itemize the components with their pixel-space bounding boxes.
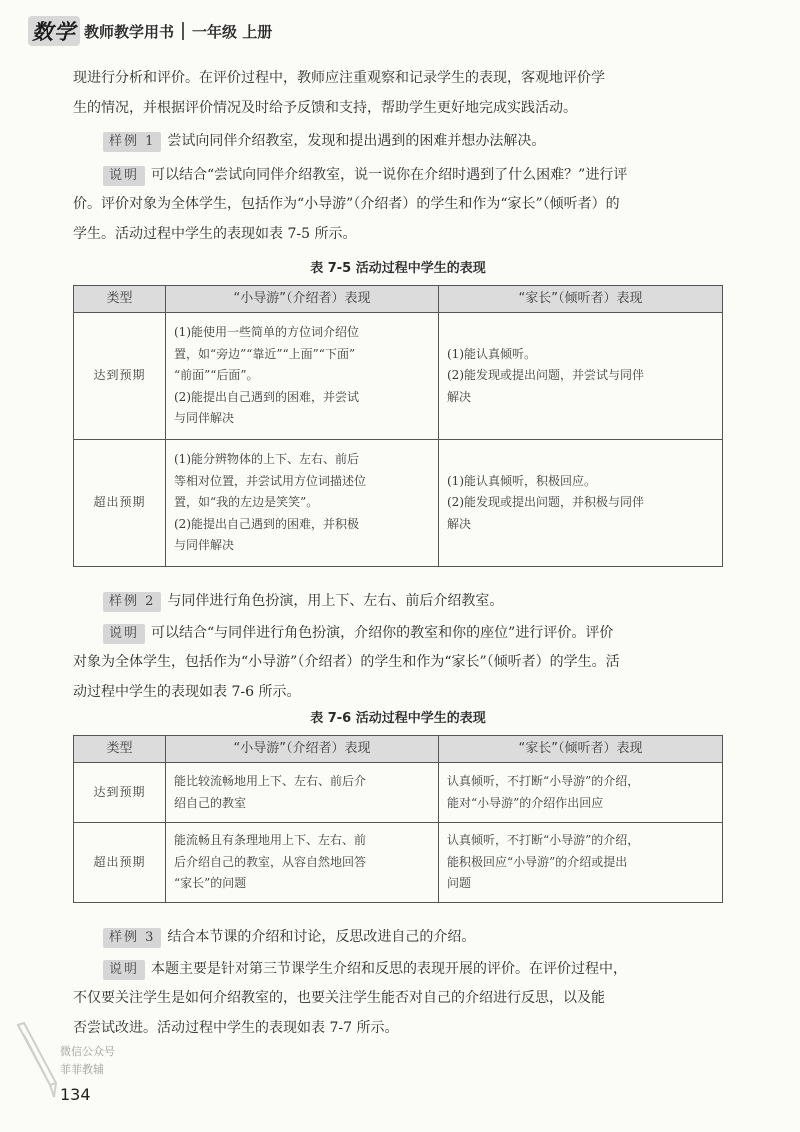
cell-line: (1)能使用一些简单的方位词介绍位 [174, 325, 359, 340]
cell-line: 后介绍自己的教室，从容自然地回答 [174, 854, 367, 869]
example-tag: 样例 2 [103, 592, 161, 612]
row-type: 达到预期 [74, 313, 166, 440]
parent-cell [439, 440, 723, 567]
table-caption: 表 7-6 活动过程中学生的表现 [310, 711, 486, 726]
table-caption: 表 7-5 活动过程中学生的表现 [310, 261, 486, 276]
cell-line: (1)能认真倾听，积极回应。 [447, 473, 596, 488]
cell-line: 解决 [447, 516, 472, 531]
cell-line: 绍自己的教室 [174, 795, 247, 810]
row-type: 达到预期 [74, 763, 166, 823]
note-3 [73, 955, 723, 985]
grade-label: 一年级 上册 [192, 22, 273, 41]
guide-cell [166, 440, 439, 567]
column-header: “小导游”（介绍者）表现 [166, 736, 439, 763]
cell-line: (2)能提出自己遇到的困难，并积极 [174, 516, 359, 531]
example-text: 结合本节课的介绍和讨论，反思改进自己的介绍。 [167, 929, 476, 945]
note-tag: 说明 [103, 166, 145, 186]
cell-line: 认真倾听，不打断“小导游”的介绍， [447, 774, 640, 788]
note-line: 动过程中学生的表现如表 7-6 所示。 [73, 683, 301, 700]
note-line: 对象为全体学生，包括作为“小导游”（介绍者）的学生和作为“家长”（倾听者）的学生。活 [73, 654, 620, 670]
cell-line: 等相对位置，并尝试用方位词描述位 [174, 473, 367, 488]
note-text: 可以结合“尝试向同伴介绍教室，说一说你在介绍时遇到了什么困难？”进行评 [151, 166, 628, 183]
note-text: 可以结合“与同伴进行角色扮演，介绍你的教室和你的座位”进行评价。评价 [151, 624, 614, 641]
watermark-line: 微信公众号 [60, 1045, 115, 1058]
column-header: 类型 [74, 286, 166, 313]
guide-cell [166, 823, 439, 903]
row-type: 超出预期 [74, 823, 166, 903]
example-3 [73, 923, 723, 953]
cell-line: 置，如“旁边”“靠近”“上面”“下面” [174, 346, 356, 361]
note-2 [73, 619, 723, 649]
table-row [74, 440, 723, 567]
table-row [74, 313, 723, 440]
parent-cell [439, 763, 723, 823]
book-title: 教师教学用书 [84, 22, 175, 41]
guide-cell [166, 763, 439, 823]
cell-line: 置，如“我的左边是笑笑”。 [174, 495, 319, 510]
column-header: “家长”（倾听者）表现 [439, 286, 723, 313]
page-number: 134 [60, 1085, 91, 1104]
subject-logo: 数学 [28, 16, 80, 46]
table-row [74, 823, 723, 903]
cell-line: “前面”“后面”。 [174, 368, 259, 383]
cell-line: 解决 [447, 389, 472, 404]
example-text: 与同伴进行角色扮演，用上下、左右、前后介绍教室。 [167, 593, 504, 609]
column-header: 类型 [74, 736, 166, 763]
performance-table-7-6 [73, 735, 723, 903]
example-text: 尝试向同伴介绍教室，发现和提出遇到的困难并想办法解决。 [167, 133, 546, 149]
cell-line: (2)能提出自己遇到的困难，并尝试 [174, 389, 359, 404]
parent-cell [439, 823, 723, 903]
page-header [28, 14, 272, 48]
performance-table-7-5 [73, 285, 723, 567]
cell-line: “家长”的问题 [174, 876, 247, 891]
header-divider [182, 22, 184, 40]
cell-line: (2)能发现或提出问题，并积极与同伴 [447, 495, 644, 510]
cell-line: (1)能分辨物体的上下、左右、前后 [174, 452, 359, 467]
cell-line: 与同伴解决 [174, 538, 235, 553]
note-tag: 说明 [103, 960, 145, 980]
note-text: 本题主要是针对第三节课学生介绍和反思的表现开展的评价。在评价过程中， [151, 960, 628, 977]
note-line: 否尝试改进。活动过程中学生的表现如表 7-7 所示。 [73, 1019, 399, 1036]
cell-line: 问题 [447, 876, 472, 891]
cell-line: 认真倾听，不打断“小导游”的介绍， [447, 833, 640, 848]
note-1 [73, 161, 723, 191]
parent-cell [439, 313, 723, 440]
note-tag: 说明 [103, 624, 145, 644]
note-line: 学生。活动过程中学生的表现如表 7-5 所示。 [73, 225, 357, 242]
intro-line: 现进行分析和评价。在评价过程中，教师应注重观察和记录学生的表现，客观地评价学 [73, 70, 605, 86]
example-2 [73, 587, 723, 617]
note-line: 价。评价对象为全体学生，包括作为“小导游”（介绍者）的学生和作为“家长”（倾听者）的 [73, 196, 620, 212]
column-header: “家长”（倾听者）表现 [439, 736, 723, 763]
cell-line: 能比较流畅地用上下、左右、前后介 [174, 774, 367, 788]
watermark-line: 菲菲教辅 [60, 1063, 104, 1076]
cell-line: 能流畅且有条理地用上下、左右、前 [174, 833, 367, 848]
cell-line: (2)能发现或提出问题，并尝试与同伴 [447, 368, 644, 383]
cell-line: (1)能认真倾听。 [447, 346, 536, 361]
example-1 [73, 127, 723, 157]
cell-line: 能积极回应“小导游”的介绍或提出 [447, 854, 628, 869]
cell-line: 与同伴解决 [174, 411, 235, 426]
example-tag: 样例 3 [103, 928, 161, 948]
note-line: 不仅要关注学生是如何介绍教室的，也要关注学生能否对自己的介绍进行反思，以及能 [73, 990, 605, 1006]
cell-line: 能对“小导游”的介绍作出回应 [447, 795, 604, 810]
intro-line: 生的情况，并根据评价情况及时给予反馈和支持，帮助学生更好地完成实践活动。 [73, 99, 577, 116]
table-row [74, 763, 723, 823]
page-content [73, 64, 723, 1043]
guide-cell [166, 313, 439, 440]
column-header: “小导游”（介绍者）表现 [166, 286, 439, 313]
row-type: 超出预期 [74, 440, 166, 567]
example-tag: 样例 1 [103, 132, 161, 152]
